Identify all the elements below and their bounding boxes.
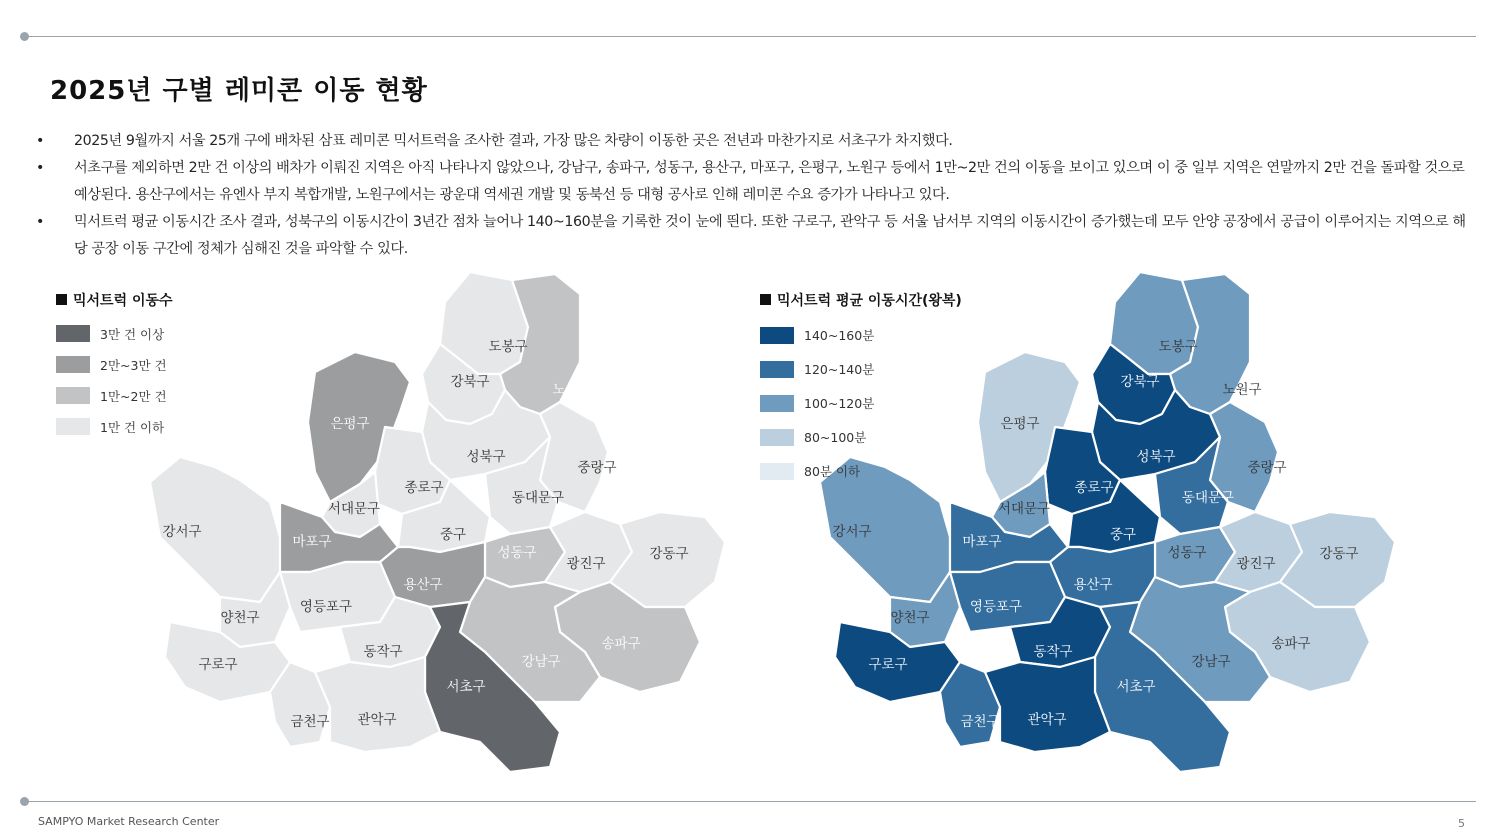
district-label: 구로구 bbox=[868, 657, 908, 673]
travel-time-legend bbox=[760, 290, 962, 488]
district-label: 마포구 bbox=[292, 534, 332, 550]
top-rule-dot bbox=[20, 32, 29, 41]
district-label: 강북구 bbox=[450, 374, 490, 390]
district-label: 용산구 bbox=[1073, 577, 1113, 593]
bullet-mark: • bbox=[36, 214, 44, 230]
legend-swatch bbox=[56, 387, 90, 404]
legend-label: 3만 건 이상 bbox=[100, 326, 165, 342]
district-label: 양천구 bbox=[890, 610, 930, 626]
bullet-item bbox=[36, 155, 1476, 209]
bullet-mark: • bbox=[36, 133, 44, 149]
page-title: 2025년 구별 레미콘 이동 현황 bbox=[50, 76, 428, 106]
legend-item bbox=[56, 411, 173, 442]
district-label: 성북구 bbox=[466, 449, 506, 465]
district-label: 광진구 bbox=[1236, 556, 1276, 572]
legend-swatch bbox=[760, 327, 794, 344]
district-label: 동대문구 bbox=[1181, 490, 1235, 506]
district-label: 송파구 bbox=[601, 636, 641, 652]
bullet-item bbox=[36, 128, 1476, 155]
page-number: 5 bbox=[1458, 817, 1465, 830]
district-label: 관악구 bbox=[357, 712, 397, 728]
bottom-rule bbox=[22, 801, 1476, 802]
legend-label: 120~140분 bbox=[804, 362, 875, 377]
district-label: 양천구 bbox=[220, 610, 260, 626]
summary-bullets bbox=[36, 128, 1476, 263]
district-label: 광진구 bbox=[566, 556, 606, 572]
district-label: 노원구 bbox=[1222, 382, 1262, 398]
legend-label: 140~160분 bbox=[804, 328, 875, 343]
bullet-item bbox=[36, 209, 1476, 263]
district-label: 강서구 bbox=[162, 524, 202, 540]
district-label: 종로구 bbox=[1074, 480, 1114, 496]
district-label: 송파구 bbox=[1271, 636, 1311, 652]
bullet-text: 믹서트럭 평균 이동시간 조사 결과, 성북구의 이동시간이 3년간 점차 늘어나 140~160분을 기록한 것이 눈에 띈다. 또한 구로구, 관악구 등 서울 남서부 지역의 이동시간이 증가했는데 모두 안양 공장에서 공급이 이루어지는 지역으로 해당 공장 이동 구간에 정체가 심해진 것을 파악할 수 있다. bbox=[74, 214, 1466, 257]
district-label: 강남구 bbox=[1191, 654, 1231, 670]
legend-label: 1만 건 이하 bbox=[100, 419, 165, 435]
legend-swatch bbox=[760, 395, 794, 412]
count-legend bbox=[56, 290, 173, 442]
district-label: 용산구 bbox=[403, 577, 443, 593]
count-legend-title: 믹서트럭 이동수 bbox=[56, 290, 173, 310]
district-label: 은평구 bbox=[1000, 416, 1040, 432]
legend-label: 80분 이하 bbox=[804, 464, 861, 479]
district-label: 영등포구 bbox=[969, 599, 1023, 615]
district-label: 은평구 bbox=[330, 416, 370, 432]
district-label: 강동구 bbox=[649, 546, 689, 562]
district-shape bbox=[315, 657, 440, 752]
legend-square-icon bbox=[760, 294, 771, 305]
district-label: 중랑구 bbox=[577, 460, 617, 476]
top-rule bbox=[22, 36, 1476, 37]
legend-item bbox=[760, 454, 962, 488]
legend-label: 1만~2만 건 bbox=[100, 388, 167, 404]
district-label: 동작구 bbox=[363, 644, 403, 660]
legend-item bbox=[56, 380, 173, 411]
legend-item bbox=[760, 352, 962, 386]
district-label: 서초구 bbox=[1116, 679, 1156, 695]
district-label: 성동구 bbox=[497, 545, 537, 561]
legend-item bbox=[56, 318, 173, 349]
footer-org: SAMPYO Market Research Center bbox=[38, 815, 220, 828]
legend-item bbox=[760, 318, 962, 352]
district-label: 성북구 bbox=[1136, 449, 1176, 465]
district-label: 중구 bbox=[1109, 527, 1137, 543]
legend-label: 80~100분 bbox=[804, 430, 867, 445]
district-label: 중랑구 bbox=[1247, 460, 1287, 476]
count-map bbox=[140, 262, 740, 782]
district-label: 노원구 bbox=[552, 382, 592, 398]
legend-label: 2만~3만 건 bbox=[100, 357, 167, 373]
district-label: 동대문구 bbox=[511, 490, 565, 506]
district-label: 서대문구 bbox=[327, 501, 381, 517]
legend-swatch bbox=[760, 463, 794, 480]
legend-item bbox=[760, 386, 962, 420]
bullet-mark: • bbox=[36, 160, 44, 176]
district-label: 성동구 bbox=[1167, 545, 1207, 561]
bullet-text: 2025년 9월까지 서울 25개 구에 배차된 삼표 레미콘 믹서트럭을 조사한 결과, 가장 많은 차량이 이동한 곳은 전년과 마찬가지로 서초구가 차지했다. bbox=[74, 133, 953, 149]
bottom-rule-dot bbox=[20, 797, 29, 806]
bullet-text: 서초구를 제외하면 2만 건 이상의 배차가 이뤄진 지역은 아직 나타나지 않았으나, 강남구, 송파구, 성동구, 용산구, 마포구, 은평구, 노원구 등에서 1만~2만 건의 이동을 보이고 있으며 이 중 일부 지역은 연말까지 2만 건을 돌파할 것으로 예상된다. 용산구에서는 유엔사 부지 복합개발, 노원구에서는 광운대 역세권 개발 및 동북선 등 대형 공사로 인해 레미콘 수요 증가가 나타나고 있다. bbox=[74, 160, 1465, 203]
district-label: 강북구 bbox=[1120, 374, 1160, 390]
district-label: 서대문구 bbox=[997, 501, 1051, 517]
legend-item bbox=[56, 349, 173, 380]
district-label: 동작구 bbox=[1033, 644, 1073, 660]
district-label: 중구 bbox=[439, 527, 467, 543]
district-label: 서초구 bbox=[446, 679, 486, 695]
district-label: 관악구 bbox=[1027, 712, 1067, 728]
legend-swatch bbox=[56, 325, 90, 342]
district-label: 마포구 bbox=[962, 534, 1002, 550]
district-label: 영등포구 bbox=[299, 599, 353, 615]
district-label: 도봉구 bbox=[488, 339, 528, 355]
district-label: 금천구 bbox=[290, 714, 330, 730]
district-label: 도봉구 bbox=[1158, 339, 1198, 355]
legend-swatch bbox=[56, 418, 90, 435]
legend-swatch bbox=[760, 429, 794, 446]
legend-swatch bbox=[760, 361, 794, 378]
legend-swatch bbox=[56, 356, 90, 373]
district-label: 금천구 bbox=[960, 714, 1000, 730]
district-label: 강남구 bbox=[521, 654, 561, 670]
district-shape bbox=[985, 657, 1110, 752]
district-label: 구로구 bbox=[198, 657, 238, 673]
district-label: 종로구 bbox=[404, 480, 444, 496]
legend-square-icon bbox=[56, 294, 67, 305]
legend-item bbox=[760, 420, 962, 454]
district-label: 강동구 bbox=[1319, 546, 1359, 562]
legend-label: 100~120분 bbox=[804, 396, 875, 411]
travel-time-legend-title: 믹서트럭 평균 이동시간(왕복) bbox=[760, 290, 962, 310]
district-label: 강서구 bbox=[832, 524, 872, 540]
